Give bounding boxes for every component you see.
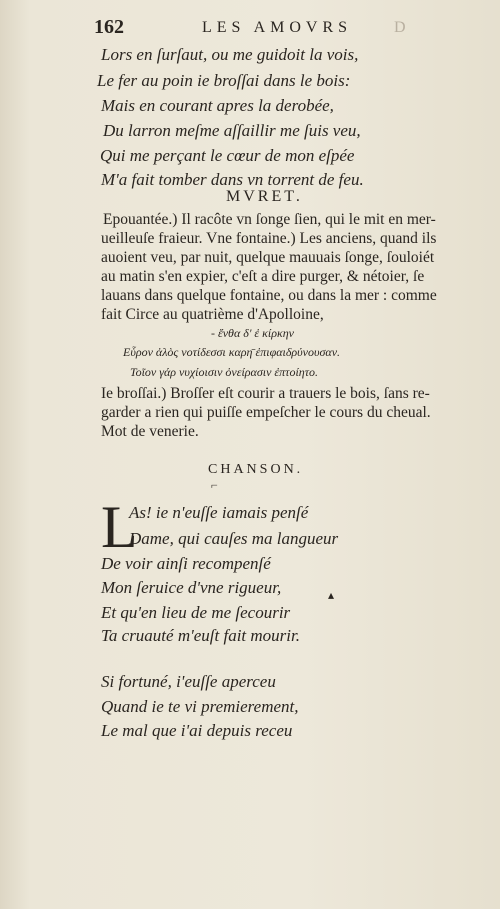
verse-line: Du larron meſme aſſaillir me ſuis veu, bbox=[103, 121, 361, 140]
verse-line: Le fer au poin ie broſſai dans le bois: bbox=[97, 71, 351, 90]
song-line: Le mal que i'ai depuis receu bbox=[101, 721, 293, 740]
song-line: De voir ainſi recompenſé bbox=[101, 554, 271, 573]
song-line: As! ie n'euſſe iamais penſé bbox=[129, 503, 309, 522]
commentary-line: Mot de venerie. bbox=[101, 423, 199, 440]
running-head: LES AMOVRS bbox=[202, 19, 353, 36]
commentary-line: auoient veu, par nuit, quelque mauuais ſonge, ſouloiét bbox=[101, 249, 435, 266]
page-header bbox=[94, 16, 424, 40]
song-line: Et qu'en lieu de me ſecourir bbox=[101, 603, 291, 622]
chanson-title: CHANSON. bbox=[208, 462, 304, 477]
greek-quote-line: Εὗρον ἁλὸς νοτίδεσσι καρη̄ ἐπιφαιδρύνουσαν. bbox=[123, 345, 341, 359]
greek-quote-line: Τοῖον γάρ νυχίοισιν ὀνείρασιν ἐπτοίητο. bbox=[130, 365, 319, 379]
song-line: Si fortuné, i'euſſe aperceu bbox=[101, 672, 276, 691]
bleed-through-letter: D bbox=[394, 19, 406, 36]
commentary-line: Ie broſſai.) Broſſer eſt courir a trauers le bois, ſans re- bbox=[101, 385, 430, 402]
song-line: Mon ſeruice d'vne rigueur, bbox=[101, 578, 282, 597]
commentary-line: ueilleuſe fraieur. Vne fontaine.) Les anciens, quand ils bbox=[101, 230, 437, 247]
song-line: Dame, qui cauſes ma langueur bbox=[129, 529, 339, 548]
commentary-line: au matin s'en expier, c'eſt a dire purger, & nétoier, ſe bbox=[101, 268, 425, 285]
commentary-line: Epouantée.) Il racôte vn ſonge ſien, qui le mit en mer- bbox=[103, 211, 436, 228]
printer-mark: ⌐ bbox=[211, 478, 218, 492]
verse-line: Lors en ſurſaut, ou me guidoit la vois, bbox=[101, 45, 359, 64]
commentary-line: lauans dans quelque fontaine, ou dans la mer : comme bbox=[101, 287, 437, 304]
page-number: 162 bbox=[94, 16, 124, 38]
song-line: Quand ie te vi premierement, bbox=[101, 697, 299, 716]
commentary-line: garder a rien qui puiſſe empeſcher le cours du cheual. bbox=[101, 404, 431, 421]
verse-line: M'a fait tomber dans vn torrent de feu. bbox=[101, 170, 364, 189]
commentary-line: fait Circe au quatrième d'Apolloine, bbox=[101, 306, 324, 323]
greek-quote-line: - ἔνθα δ' ἐ κίρκην bbox=[211, 326, 295, 340]
song-line: Ta cruauté m'euſt fait mourir. bbox=[101, 626, 300, 645]
drop-cap: L bbox=[101, 494, 138, 560]
verse-line: Mais en courant apres la derobée, bbox=[101, 96, 334, 115]
verse-line: Qui me perçant le cœur de mon eſpée bbox=[100, 146, 355, 165]
commentary-heading: MVRET. bbox=[226, 188, 303, 205]
ink-dot: ▴ bbox=[328, 588, 335, 602]
